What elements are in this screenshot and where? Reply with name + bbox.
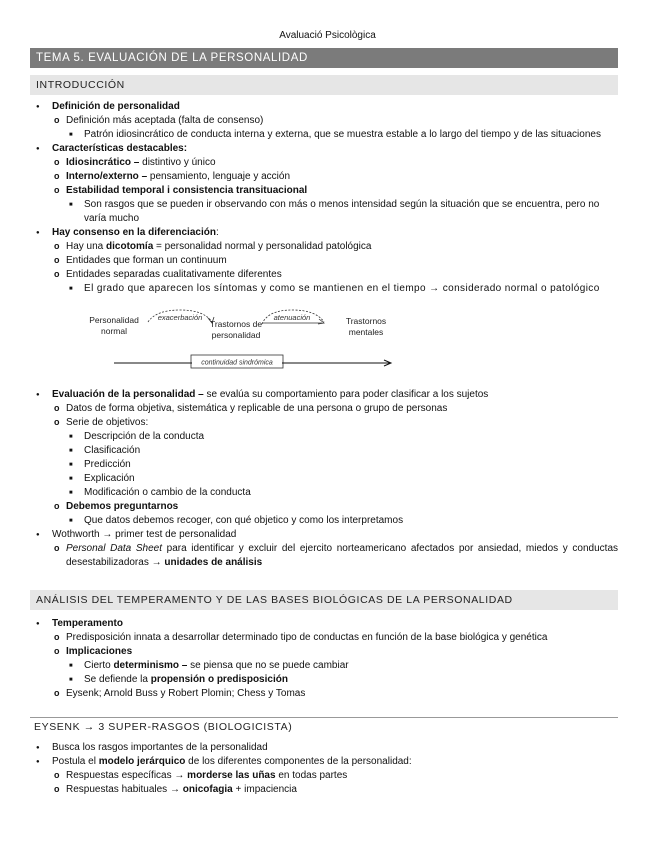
text: Respuestas específicas →: [66, 770, 188, 781]
list-item: ■ Son rasgos que se pueden ir observando con más o menos intensidad según la situación que se encuentra, pero no varía mucho: [66, 198, 618, 226]
bold-term: Idiosincrático –: [66, 157, 140, 168]
text: para identificar y excluir del ejercito norteamericano afectados por ansiedad, miedos y conductas desestabilizadoras →: [66, 543, 619, 568]
text: Definición más aceptada (falta de consenso): [66, 115, 264, 126]
list-item: o Entidades que forman un continuum: [52, 254, 618, 268]
list-item: [30, 142, 618, 226]
text: Se defiende la: [84, 674, 151, 685]
bold-term: Interno/externo –: [66, 171, 148, 182]
document-header: Avaluació Psicològica: [279, 30, 376, 41]
list-item: [52, 645, 618, 687]
list-item: [30, 388, 618, 528]
list-item: [66, 673, 618, 687]
diagram-label-trastornos-personalidad-1: Trastornos de: [209, 319, 263, 329]
text: Cierto: [84, 660, 114, 671]
personality-continuum-diagram: [52, 296, 618, 388]
diagram-arrow-label-atenuacion: atenuación: [273, 313, 311, 322]
text: pensamiento, lenguaje y acción: [147, 171, 291, 182]
bold-term: unidades de análisis: [164, 557, 263, 568]
list-item: o Predisposición innata a desarrollar determinado tipo de conductas en función de la base biológica y genética: [52, 631, 618, 645]
list-item: [52, 156, 618, 170]
diagram-label-personalidad-normal-2: normal: [101, 326, 127, 336]
list-item: [52, 170, 618, 184]
bold-term: modelo jerárquico: [98, 756, 186, 767]
text: Postula el: [52, 756, 99, 767]
text: distintivo y único: [139, 157, 216, 168]
text: Wothworth → primer test de personalidad: [52, 529, 237, 540]
list-item: ■ Explicación: [66, 472, 618, 486]
text: + impaciencia: [232, 784, 297, 795]
list-item: [52, 416, 618, 500]
bold-term: Definición de personalidad: [52, 101, 180, 112]
text: se evalúa su comportamiento para poder clasificar a los sujetos: [203, 389, 489, 400]
list-item: [52, 769, 618, 783]
list-item: [30, 617, 618, 701]
bold-term: Debemos preguntarnos: [66, 501, 179, 512]
axis-label-continuidad: continuidad sindrómica: [201, 359, 273, 367]
italic-title: Personal Data Sheet: [66, 543, 162, 554]
diagram-label-trastornos-mentales-2: mentales: [348, 327, 384, 337]
diagram-label-trastornos-mentales-1: Trastornos: [345, 316, 387, 326]
page-title: TEMA 5. EVALUACIÓN DE LA PERSONALIDAD: [30, 48, 618, 68]
list-item: o Datos de forma objetiva, sistemática y replicable de una persona o grupo de personas: [52, 402, 618, 416]
list-item: [30, 100, 618, 142]
text: Entidades separadas cualitativamente diferentes: [66, 269, 282, 280]
list-item: ● Busca los rasgos importantes de la personalidad: [30, 741, 618, 755]
bold-term: Estabilidad temporal i consistencia transituacional: [66, 185, 308, 196]
diagram-label-personalidad-normal-1: Personalidad: [89, 315, 139, 325]
bold-term: Evaluación de la personalidad –: [52, 389, 204, 400]
bold-term: Temperamento: [52, 618, 123, 629]
text: Respuestas habituales →: [66, 784, 183, 795]
list-item: ■ El grado que aparecen los síntomas y como se mantienen en el tiempo → considerado normal o patológico: [66, 282, 618, 296]
list-item: [52, 114, 618, 142]
list-item: [52, 500, 618, 528]
diagram-label-trastornos-personalidad-2: personalidad: [211, 330, 261, 340]
list-item: ■ Predicción: [66, 458, 618, 472]
text: Hay una: [66, 241, 107, 252]
bold-term: morderse las uñas: [187, 770, 276, 781]
section-heading-temperamento: ANÁLISIS DEL TEMPERAMENTO Y DE LAS BASES BIOLÓGICAS DE LA PERSONALIDAD: [30, 590, 618, 610]
introduccion-content: [30, 100, 618, 570]
section-heading-introduccion: INTRODUCCIÓN: [30, 75, 618, 95]
bold-term: Características destacables:: [52, 143, 188, 154]
list-item: [52, 542, 618, 570]
text: en todas partes: [275, 770, 348, 781]
list-item: ■ Que datos debemos recoger, con qué objetico y como los interpretamos: [66, 514, 618, 528]
bold-term: onicofagia: [182, 784, 233, 795]
text: = personalidad normal y personalidad patológica: [153, 241, 372, 252]
list-item: o Eysenk; Arnold Buss y Robert Plomin; Chess y Tomas: [52, 687, 618, 701]
eysenk-content: [30, 741, 618, 797]
list-item: [66, 659, 618, 673]
list-item: ■ Descripción de la conducta: [66, 430, 618, 444]
list-item: ■ Clasificación: [66, 444, 618, 458]
list-item: [52, 240, 618, 254]
list-item: ■ Modificación o cambio de la conducta: [66, 486, 618, 500]
list-item: [52, 184, 618, 226]
bold-term: Hay consenso en la diferenciación: [52, 227, 216, 238]
list-item: [30, 528, 618, 570]
temperamento-content: [30, 617, 618, 701]
list-item: [30, 755, 618, 797]
list-item: [30, 226, 618, 296]
text: :: [215, 227, 219, 238]
section-heading-eysenk: EYSENK → 3 SUPER-RASGOS (BIOLOGICISTA): [30, 717, 618, 735]
list-item: [52, 783, 618, 797]
diagram-arrow-label-exacerbacion: exacerbación: [157, 313, 203, 322]
bold-term: dicotomía: [106, 241, 154, 252]
bold-term: Implicaciones: [66, 646, 133, 657]
text: de los diferentes componentes de la personalidad:: [185, 756, 412, 767]
diagram-svg: [52, 296, 612, 388]
list-item: ■ Patrón idiosincrático de conducta interna y externa, que se muestra estable a lo largo del tiempo y de las situaciones: [66, 128, 618, 142]
bold-term: determinismo –: [113, 660, 188, 671]
list-item: [52, 268, 618, 296]
text: Serie de objetivos:: [66, 417, 149, 428]
bold-term: propensión o predisposición: [150, 674, 288, 685]
text: se piensa que no se puede cambiar: [187, 660, 349, 671]
